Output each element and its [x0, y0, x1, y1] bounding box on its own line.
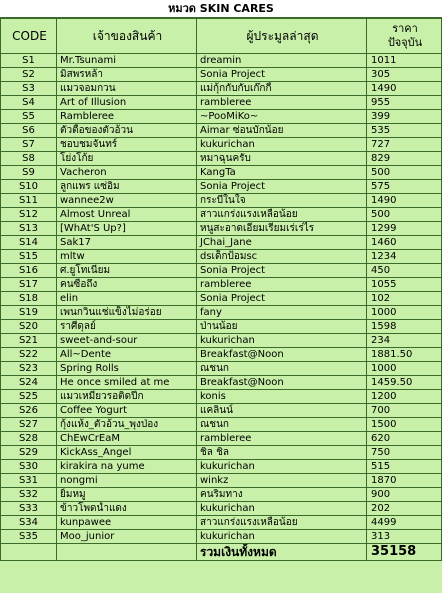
row-product-owner: All~Dente: [57, 348, 197, 362]
table-row: [1, 530, 442, 544]
table-row: [1, 250, 442, 264]
row-price: 829: [367, 152, 442, 166]
row-price: 202: [367, 502, 442, 516]
table-row: [1, 68, 442, 82]
row-last-bidder: kukurichan: [197, 334, 367, 348]
row-price: 1299: [367, 222, 442, 236]
header-product-owner: เจ้าของสินค้า: [57, 19, 197, 54]
row-product-owner: Spring Rolls: [57, 362, 197, 376]
row-code: S22: [1, 348, 57, 362]
row-product-owner: Sak17: [57, 236, 197, 250]
header-code: CODE: [1, 19, 57, 54]
row-product-owner: Rambleree: [57, 110, 197, 124]
row-price: 1500: [367, 418, 442, 432]
row-product-owner: Moo_junior: [57, 530, 197, 544]
row-last-bidder: แคลินน์: [197, 404, 367, 418]
row-price: 1490: [367, 194, 442, 208]
table-row: [1, 432, 442, 446]
table-row: [1, 446, 442, 460]
table-row: [1, 362, 442, 376]
row-product-owner: โย่งโก้ย: [57, 152, 197, 166]
row-last-bidder: ~PooMiKo~: [197, 110, 367, 124]
row-price: 1870: [367, 474, 442, 488]
row-code: S19: [1, 306, 57, 320]
row-price: 1459.50: [367, 376, 442, 390]
row-code: S9: [1, 166, 57, 180]
table-row: [1, 110, 442, 124]
row-product-owner: ราศีดุลย์: [57, 320, 197, 334]
row-price: 500: [367, 208, 442, 222]
row-price: 4499: [367, 516, 442, 530]
row-price: 955: [367, 96, 442, 110]
row-code: S10: [1, 180, 57, 194]
table-row: [1, 348, 442, 362]
row-code: S20: [1, 320, 57, 334]
row-last-bidder: Breakfast@Noon: [197, 376, 367, 390]
row-price: 102: [367, 292, 442, 306]
row-code: S5: [1, 110, 57, 124]
table-row: [1, 404, 442, 418]
row-code: S28: [1, 432, 57, 446]
total-label: รวมเงินทั้งหมด: [197, 544, 367, 561]
row-last-bidder: KangTa: [197, 166, 367, 180]
row-code: S33: [1, 502, 57, 516]
row-product-owner: kunpawee: [57, 516, 197, 530]
table-row: [1, 334, 442, 348]
row-code: S34: [1, 516, 57, 530]
row-product-owner: ข้าวโพดน้ำแดง: [57, 502, 197, 516]
table-row: [1, 208, 442, 222]
row-code: S1: [1, 54, 57, 68]
row-price: 399: [367, 110, 442, 124]
table-row: [1, 180, 442, 194]
row-price: 1598: [367, 320, 442, 334]
row-price: 515: [367, 460, 442, 474]
row-product-owner: มิสพรหล้า: [57, 68, 197, 82]
row-code: S17: [1, 278, 57, 292]
row-product-owner: ยิ้มหมู: [57, 488, 197, 502]
total-spacer-2: [57, 544, 197, 561]
row-product-owner: ชอบชมจันทร์: [57, 138, 197, 152]
row-code: S11: [1, 194, 57, 208]
row-last-bidder: คนริมทาง: [197, 488, 367, 502]
table-row: [1, 460, 442, 474]
table-row: [1, 54, 442, 68]
row-code: S4: [1, 96, 57, 110]
table-row: [1, 82, 442, 96]
row-code: S16: [1, 264, 57, 278]
table-row: [1, 306, 442, 320]
row-price: 620: [367, 432, 442, 446]
row-last-bidder: Sonia Project: [197, 264, 367, 278]
row-last-bidder: หนูสะอาดเอี่ยมเรียมเร่เร่ไร: [197, 222, 367, 236]
row-product-owner: Vacheron: [57, 166, 197, 180]
row-code: S26: [1, 404, 57, 418]
row-price: 535: [367, 124, 442, 138]
row-code: S32: [1, 488, 57, 502]
row-price: 450: [367, 264, 442, 278]
table-row: [1, 488, 442, 502]
row-last-bidder: ชิล ชิล: [197, 446, 367, 460]
row-last-bidder: หมาฉุนครับ: [197, 152, 367, 166]
row-last-bidder: Breakfast@Noon: [197, 348, 367, 362]
row-code: S25: [1, 390, 57, 404]
total-row: [1, 544, 442, 561]
row-last-bidder: ณชนก: [197, 418, 367, 432]
row-product-owner: ตัวตื้อของตัวอ้วน: [57, 124, 197, 138]
row-price: 750: [367, 446, 442, 460]
row-last-bidder: rambleree: [197, 432, 367, 446]
row-last-bidder: rambleree: [197, 96, 367, 110]
row-price: 1200: [367, 390, 442, 404]
row-code: S12: [1, 208, 57, 222]
row-code: S15: [1, 250, 57, 264]
row-product-owner: Coffee Yogurt: [57, 404, 197, 418]
header-price-line1: ราคา: [392, 22, 418, 35]
table-row: [1, 418, 442, 432]
row-price: 900: [367, 488, 442, 502]
row-product-owner: nongmi: [57, 474, 197, 488]
row-product-owner: กุ้งแห้ง_ตัวอ้วน_พุงป่อง: [57, 418, 197, 432]
row-code: S7: [1, 138, 57, 152]
row-last-bidder: สาวแกร่งแรงเหลือน้อย: [197, 208, 367, 222]
row-product-owner: ChEwCrEaM: [57, 432, 197, 446]
row-product-owner: Mr.Tsunami: [57, 54, 197, 68]
row-price: 1881.50: [367, 348, 442, 362]
row-product-owner: wannee2w: [57, 194, 197, 208]
row-last-bidder: fany: [197, 306, 367, 320]
row-price: 1055: [367, 278, 442, 292]
row-code: S24: [1, 376, 57, 390]
row-code: S27: [1, 418, 57, 432]
row-code: S30: [1, 460, 57, 474]
row-product-owner: แมวจอมกวน: [57, 82, 197, 96]
row-product-owner: [WhAt'S Up?]: [57, 222, 197, 236]
row-price: 1011: [367, 54, 442, 68]
row-price: 305: [367, 68, 442, 82]
row-price: 234: [367, 334, 442, 348]
table-row: [1, 516, 442, 530]
row-code: S31: [1, 474, 57, 488]
header-price-line2: ปัจจุบัน: [387, 36, 423, 49]
row-last-bidder: winkz: [197, 474, 367, 488]
row-code: S21: [1, 334, 57, 348]
row-last-bidder: ป่านน้อย: [197, 320, 367, 334]
table-row: [1, 264, 442, 278]
row-product-owner: mltw: [57, 250, 197, 264]
row-code: S13: [1, 222, 57, 236]
row-last-bidder: kukurichan: [197, 138, 367, 152]
row-price: 575: [367, 180, 442, 194]
table-row: [1, 138, 442, 152]
row-product-owner: คนซื่อถึง: [57, 278, 197, 292]
table-row: [1, 194, 442, 208]
row-code: S14: [1, 236, 57, 250]
sheet-title: หมวด SKIN CARES: [0, 0, 442, 18]
header-row: [1, 19, 442, 54]
row-last-bidder: JChai_Jane: [197, 236, 367, 250]
row-product-owner: Art of Illusion: [57, 96, 197, 110]
row-last-bidder: Aimar ซ่อนบักน้อย: [197, 124, 367, 138]
table-row: [1, 166, 442, 180]
row-price: 1234: [367, 250, 442, 264]
table-row: [1, 502, 442, 516]
auction-table: [0, 18, 442, 561]
row-price: 700: [367, 404, 442, 418]
row-product-owner: เพนกวินแช่แข็งไม่อร่อย: [57, 306, 197, 320]
table-row: [1, 236, 442, 250]
row-last-bidder: kukurichan: [197, 530, 367, 544]
row-last-bidder: Sonia Project: [197, 180, 367, 194]
row-product-owner: elin: [57, 292, 197, 306]
row-last-bidder: Sonia Project: [197, 68, 367, 82]
row-code: S3: [1, 82, 57, 96]
row-product-owner: sweet-and-sour: [57, 334, 197, 348]
row-product-owner: KickAss_Angel: [57, 446, 197, 460]
row-code: S35: [1, 530, 57, 544]
row-price: 500: [367, 166, 442, 180]
row-last-bidder: rambleree: [197, 278, 367, 292]
row-price: 727: [367, 138, 442, 152]
row-product-owner: แมวเหมียวรอติดปีก: [57, 390, 197, 404]
table-row: [1, 96, 442, 110]
row-last-bidder: Sonia Project: [197, 292, 367, 306]
row-last-bidder: ณชนก: [197, 362, 367, 376]
row-code: S23: [1, 362, 57, 376]
row-last-bidder: dsเด็กป้อมsc: [197, 250, 367, 264]
table-row: [1, 278, 442, 292]
row-product-owner: Almost Unreal: [57, 208, 197, 222]
header-current-price: [367, 19, 442, 54]
row-last-bidder: สาวแกร่งแรงเหลือน้อย: [197, 516, 367, 530]
header-last-bidder: ผู้ประมูลล่าสุด: [197, 19, 367, 54]
row-last-bidder: แม่กุ้กกับกับเก๊กกี้: [197, 82, 367, 96]
row-last-bidder: dreamin: [197, 54, 367, 68]
row-product-owner: He once smiled at me: [57, 376, 197, 390]
table-row: [1, 376, 442, 390]
row-product-owner: ศ.ยูโทเนียม: [57, 264, 197, 278]
table-row: [1, 292, 442, 306]
table-row: [1, 124, 442, 138]
row-code: S29: [1, 446, 57, 460]
row-last-bidder: กระบี่ในใจ: [197, 194, 367, 208]
row-price: 1000: [367, 306, 442, 320]
table-row: [1, 390, 442, 404]
row-last-bidder: konis: [197, 390, 367, 404]
table-row: [1, 152, 442, 166]
total-value: 35158: [367, 544, 442, 561]
row-price: 313: [367, 530, 442, 544]
row-last-bidder: kukurichan: [197, 460, 367, 474]
total-spacer-1: [1, 544, 57, 561]
table-row: [1, 320, 442, 334]
row-code: S18: [1, 292, 57, 306]
row-last-bidder: kukurichan: [197, 502, 367, 516]
row-price: 1490: [367, 82, 442, 96]
table-row: [1, 222, 442, 236]
row-product-owner: ลูกแพร แซ่อิ่ม: [57, 180, 197, 194]
table-row: [1, 474, 442, 488]
row-product-owner: kirakira na yume: [57, 460, 197, 474]
row-price: 1460: [367, 236, 442, 250]
row-code: S8: [1, 152, 57, 166]
row-code: S6: [1, 124, 57, 138]
row-code: S2: [1, 68, 57, 82]
row-price: 1000: [367, 362, 442, 376]
